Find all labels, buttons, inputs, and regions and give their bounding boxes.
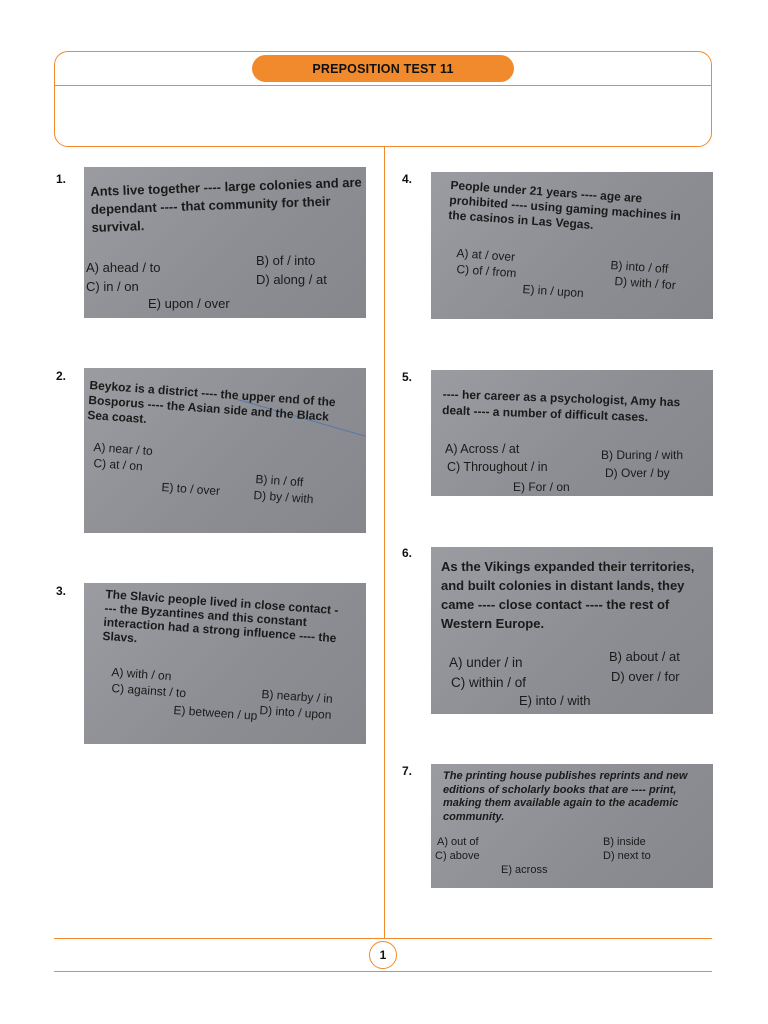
- question-number: 1.: [56, 172, 67, 186]
- question-6-stem: As the Vikings expanded their territories, and built colonies in distant lands, they came ---- close contact ---- the rest of Western Europe.: [441, 559, 695, 631]
- question-4-option-e: E) in / upon: [522, 282, 585, 301]
- question-2-option-b: B) in / off: [255, 472, 304, 490]
- question-number: 3.: [56, 584, 67, 598]
- question-6-option-e: E) into / with: [519, 693, 591, 708]
- question-3-stem: The Slavic people lived in close contact ---- the Byzantines and this constant interaction had a strong influence ---- the Slavs.: [102, 587, 339, 646]
- question-3-image: [84, 583, 366, 744]
- question-6-option-d: D) over / for: [611, 669, 680, 684]
- question-number: 5.: [402, 370, 413, 384]
- question-4-image: [431, 172, 713, 319]
- question-7-option-e: E) across: [501, 864, 548, 876]
- question-number: 7.: [402, 764, 413, 778]
- footer-top-line: [54, 938, 712, 939]
- question-number: 4.: [402, 172, 413, 186]
- question-1-image: [84, 167, 366, 318]
- question-7-option-d: D) next to: [603, 850, 651, 862]
- question-3-option-b: B) nearby / in: [261, 687, 334, 706]
- question-5-option-d: D) Over / by: [605, 466, 670, 480]
- question-5-stem: ---- her career as a psychologist, Amy has dealt ---- a number of difficult cases.: [441, 386, 681, 425]
- question-3-option-e: E) between / up: [173, 703, 258, 723]
- page-number: 1: [369, 941, 397, 969]
- footer-bottom-line: [54, 971, 712, 972]
- question-7-option-a: A) out of: [437, 836, 479, 848]
- question-2-option-c: C) at / on: [93, 456, 144, 474]
- question-number: 2.: [56, 369, 67, 383]
- question-5-option-e: E) For / on: [513, 480, 570, 494]
- question-1-option-c: C) in / on: [86, 279, 139, 294]
- question-5-option-b: B) During / with: [601, 448, 684, 462]
- question-2-stem: Beykoz is a district ---- the upper end of the Bosporus ---- the Asian side and the Black Sea coast.: [86, 378, 337, 427]
- question-4-option-d: D) with / for: [614, 274, 677, 293]
- question-1-option-e: E) upon / over: [148, 296, 230, 311]
- question-number: 6.: [402, 546, 413, 560]
- question-6-image: [431, 547, 713, 714]
- question-1-stem: Ants live together ---- large colonies and are dependant ---- that community for their survival.: [90, 174, 363, 235]
- column-divider: [384, 147, 385, 938]
- question-4-option-c: C) of / from: [456, 262, 517, 281]
- question-3-option-d: D) into / upon: [259, 703, 332, 722]
- question-6-option-c: C) within / of: [451, 675, 527, 690]
- question-2-option-e: E) to / over: [161, 480, 221, 499]
- header-divider: [55, 85, 711, 86]
- question-2-option-d: D) by / with: [253, 488, 314, 507]
- question-7-image: [431, 764, 713, 888]
- question-5-image: [431, 370, 713, 496]
- question-4-stem: People under 21 years ---- age are prohibited ---- using gaming machines in the casinos in Las Vegas.: [447, 178, 682, 233]
- question-2-image: [84, 368, 366, 533]
- question-3-option-a: A) with / on: [111, 665, 172, 684]
- question-1-option-d: D) along / at: [256, 272, 327, 287]
- question-3-option-c: C) against / to: [111, 681, 187, 701]
- question-4-option-a: A) at / over: [456, 246, 516, 265]
- question-5-option-c: C) Throughout / in: [447, 460, 548, 474]
- question-4-option-b: B) into / off: [610, 258, 669, 276]
- question-7-stem: The printing house publishes reprints and new editions of scholarly books that are ---- print, making them available again to the academic community.: [443, 770, 688, 823]
- question-7-option-b: B) inside: [603, 836, 646, 848]
- question-6-option-b: B) about / at: [609, 649, 680, 664]
- question-1-option-a: A) ahead / to: [86, 260, 161, 275]
- question-7-option-c: C) above: [435, 850, 480, 862]
- question-6-option-a: A) under / in: [449, 655, 523, 670]
- question-2-option-a: A) near / to: [93, 440, 154, 459]
- page-title: PREPOSITION TEST 11: [252, 55, 514, 82]
- question-1-option-b: B) of / into: [256, 253, 316, 268]
- question-5-option-a: A) Across / at: [445, 442, 520, 456]
